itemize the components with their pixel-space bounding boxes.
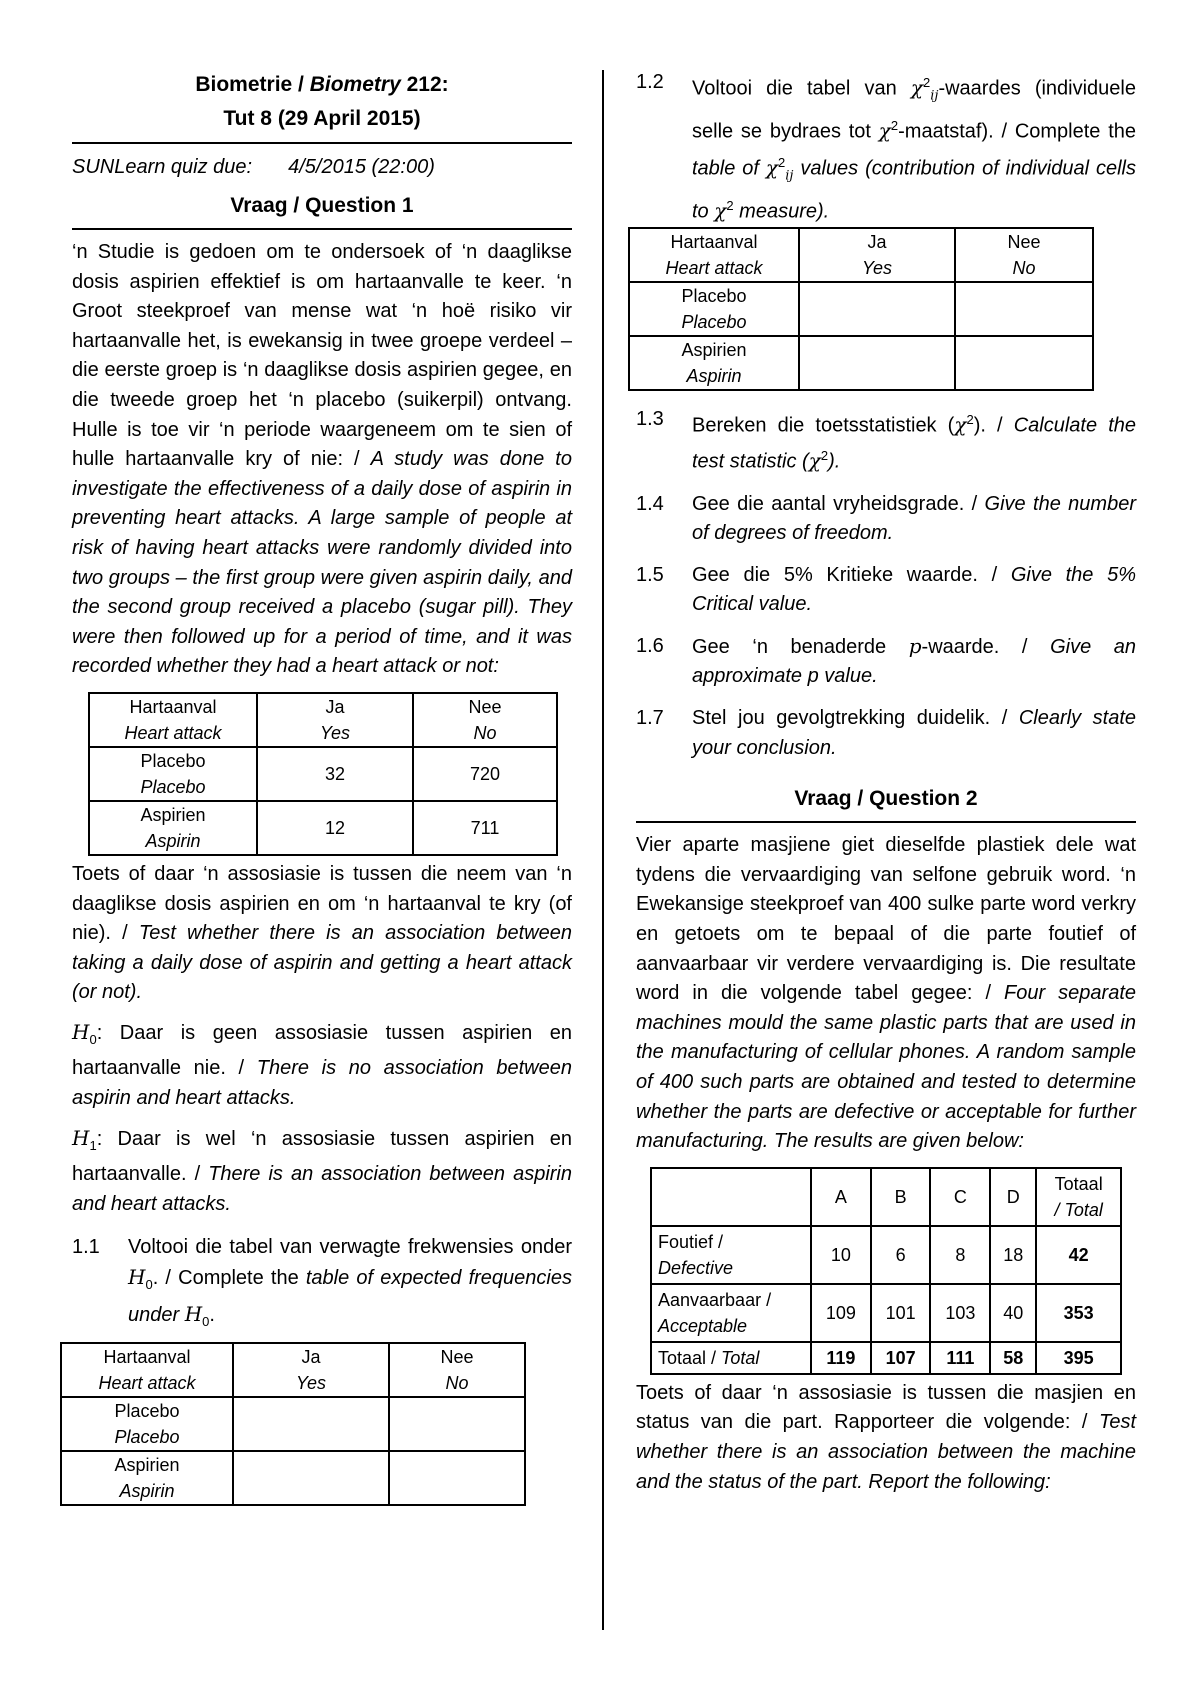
item-1-1: 1.1 Voltooi die tabel van verwagte frekwensies onder $H_0$. / Complete the table of expected frequencies under $H_0$. [72,1236,572,1329]
cell-aspirin-no: 711 [413,801,557,855]
contribution-placebo-no [955,282,1093,336]
question-1-rule [72,228,572,230]
contribution-aspirin-no [955,336,1093,390]
question-1-heading: Vraag / Question 1 [230,194,414,217]
due-date: SUNLearn quiz due: 4/5/2015 (22:00) [72,156,435,178]
contribution-aspirin-yes [799,336,955,390]
right-column [636,68,1136,1507]
question-1-test: Toets of daar ‘n assosiasie is tussen die neem van ‘n daaglikse dosis aspirien en om ‘n hartaanval te kry (of nie). / Test whether there is an association between taking a daily dose of aspirin and getting a heart attack (or not). [72,862,572,1004]
column-divider [602,70,604,1630]
expected-aspirin-yes [233,1451,389,1505]
question-2-heading: Vraag / Question 2 [794,787,978,811]
question-1-intro: ‘n Studie is gedoen om te ondersoek of ‘n daaglikse dosis aspirien effektief is om hartaanvalle te keer. ‘n Groot steekproef van mense wat ‘n hoë risiko vir hartaanvalle het, is ewekansig in twee groepe verdeel – die eerste groep is ‘n daaglikse dosis aspirien gegee, en die tweede groep het ‘n placebo (suikerpil) ontvang. Hulle is toe vir ‘n periode waargeneem om te sien of hulle hartaanvalle kry of nie: / A study was done to investigate the effectiveness of a daily dose of aspirin in preventing heart attacks. A large sample of people at risk of having heart attacks were randomly divided into two groups – the first group were given aspirin daily, and the second group received a placebo (sugar pill). They were then followed up for a period of time, and it was recorded whether they had a heart attack or not: [72,241,572,678]
title-rule [72,142,572,144]
question-2-intro: Vier aparte masjiene giet dieselfde plastiek dele wat tydens die vervaardiging van selfone gebruik word. ‘n Ewekansige steekproef van 400 sulke parte word verkry en getoets om te bepaal of die parte foutief of aanvaarbaar vir verdere vervaardiging is. Die resultate word in die volgende tabel gegee: / Four separate machines mould the same plastic parts that are used in the manufacturing of cellular phones. A random sample of 400 such parts are obtained and tested to determine whether the parts are defective or acceptable for further manufacturing. The results are given below: [636,834,1137,1153]
question-2-test: Toets of daar ‘n assosiasie is tussen die masjien en status van die part. Rapporteer die volgende: / Test whether there is an association between the machine and the status of the part. Report the following: [636,1381,1136,1493]
expected-placebo-no [389,1397,525,1451]
item-1-3: 1.3 Bereken die toetsstatistiek $(\chi^2)$. / Calculate the test statistic $(\chi^2)$. [636,408,1136,473]
chi-square-contribution-table: Hartaanval Heart attack Ja Yes Nee No Placebo Placebo Aspirien Aspirin [628,227,1094,391]
cell-placebo-no: 720 [413,747,557,801]
null-hypothesis: $H_0$: Daar is geen assosiasie tussen aspirien en hartaanvalle nie. / There is no association between aspirin and heart attacks. [72,1019,572,1110]
alternative-hypothesis: $H_1$: Daar is wel ‘n assosiasie tussen aspirien en hartaanvalle. / There is an association between aspirin and heart attacks. [72,1125,572,1215]
expected-table: Hartaanval Heart attack Ja Yes Nee No Placebo Placebo Aspirien Aspirin [60,1342,526,1506]
cell-aspirin-yes: 12 [257,801,413,855]
item-1-4: 1.4 Gee die aantal vryheidsgrade. / Give the number of degrees of freedom. [636,492,1136,545]
left-column [72,68,572,1506]
item-1-2: 1.2 Voltooi die tabel van $\chi^2_{ij}$-waardes (individuele selle se bydraes tot $\chi^2-maatstaf$). / Complete the table of $\chi^2_{ij}$ values (contribution of individual cells to $\chi^2$ measure). [636,71,1136,223]
expected-placebo-yes [233,1397,389,1451]
question-2-rule [636,821,1136,823]
page-subtitle: Tut 8 (29 April 2015) [223,107,421,130]
item-1-5: 1.5 Gee die 5% Kritieke waarde. / Give the 5% Critical value. [636,563,1136,616]
cell-placebo-yes: 32 [257,747,413,801]
item-1-7: 1.7 Stel jou gevolgtrekking duidelik. / Clearly state your conclusion. [636,707,1136,759]
page-title: Biometrie / Biometry 212: Tut 8 (29 April 2015) [195,73,449,130]
observed-table: Hartaanval Heart attack Ja Yes Nee No Placebo Placebo 32 720 Aspirien Aspirin 12 711 [88,692,558,856]
machine-status-table: A B C D Totaal / Total Foutief / Defective 10 6 8 18 42 Aanvaarbaar / Acceptable 109 101 103 40 353 Totaal / Total 119 107 111 58 395 [650,1167,1122,1375]
contribution-placebo-yes [799,282,955,336]
expected-aspirin-no [389,1451,525,1505]
item-1-6: 1.6 Gee ‘n benaderde p-waarde. / Give an approximate p value. [636,633,1137,688]
